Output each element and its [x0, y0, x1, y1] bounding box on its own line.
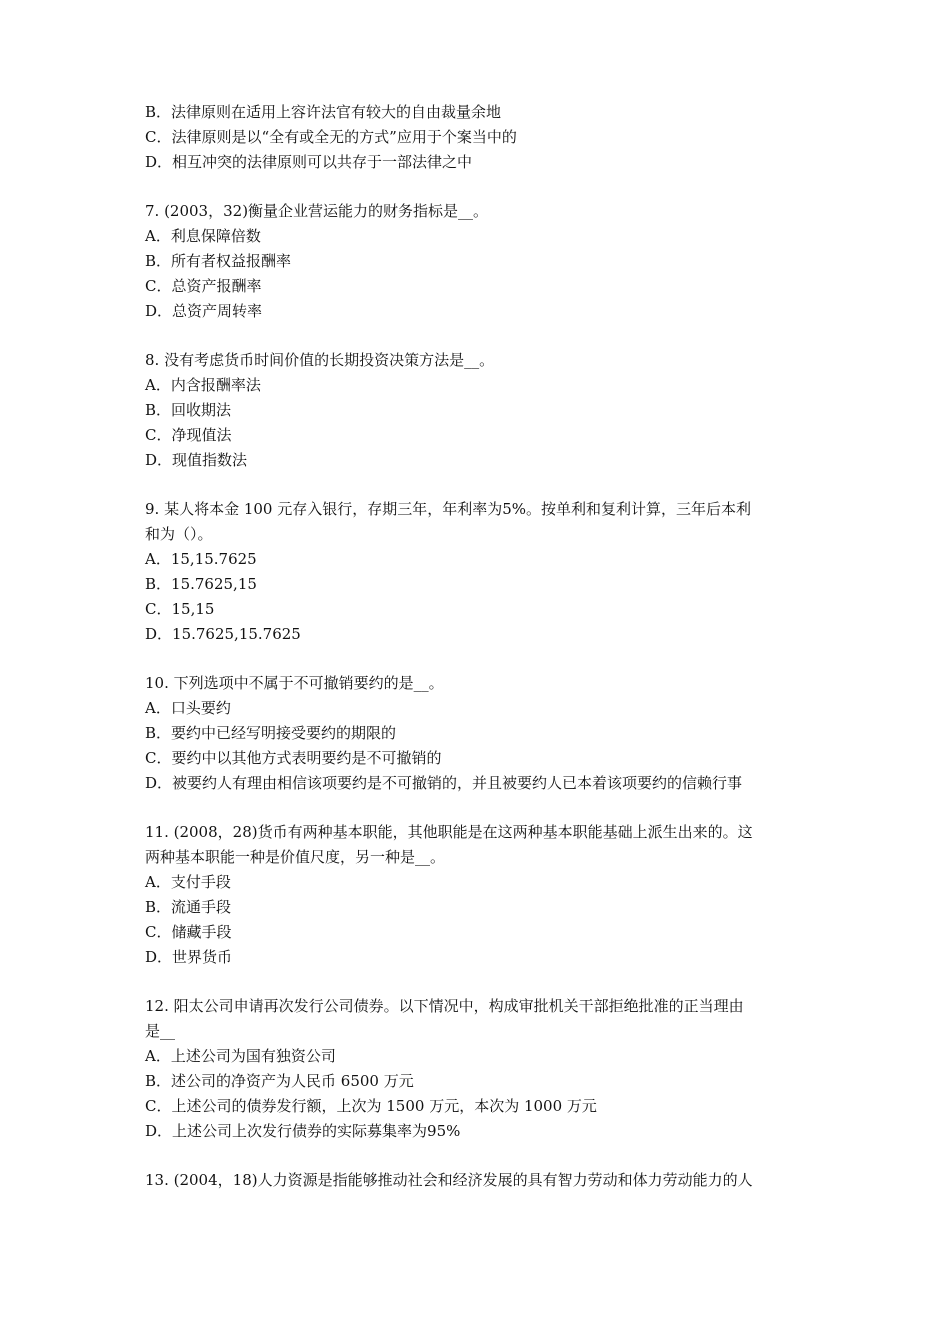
- question-9: [145, 497, 817, 647]
- question-text: 和为（）。: [145, 525, 213, 543]
- option-line: D．上述公司上次发行债券的实际募集率为95%: [145, 1122, 461, 1140]
- option-line: A．利息保障倍数: [145, 227, 261, 245]
- option-line: B．流通手段: [145, 898, 232, 916]
- option-line: D．被要约人有理由相信该项要约是不可撤销的，并且被要约人已本着该项要约的信赖行事: [145, 774, 743, 792]
- option-line: C．净现值法: [145, 426, 232, 444]
- option-line: C．要约中以其他方式表明要约是不可撤销的: [145, 749, 442, 767]
- option-line: B．要约中已经写明接受要约的期限的: [145, 724, 397, 742]
- option-line: C．储藏手段: [145, 923, 232, 941]
- option-line: B．回收期法: [145, 401, 232, 419]
- question-text: 9. 某人将本金 100 元存入银行，存期三年，年利率为5%。按单利和复利计算，三年后本利: [145, 500, 752, 518]
- question-12: [145, 994, 817, 1144]
- option-line: A．上述公司为国有独资公司: [145, 1047, 336, 1065]
- question-6-continuation: [145, 100, 817, 175]
- question-text: 7. (2003，32)衡量企业营运能力的财务指标是__。: [145, 202, 489, 220]
- option-line: C．总资产报酬率: [145, 277, 262, 295]
- question-10: [145, 671, 817, 796]
- option-line: D．15.7625,15.7625: [145, 625, 301, 643]
- option-line: C．上述公司的债券发行额，上次为 1500 万元，本次为 1000 万元: [145, 1097, 597, 1115]
- option-line: D．世界货币: [145, 948, 233, 966]
- option-line: A．内含报酬率法: [145, 376, 261, 394]
- option-line: A．15,15.7625: [145, 550, 257, 568]
- question-11: [145, 820, 817, 970]
- option-line: B．述公司的净资产为人民币 6500 万元: [145, 1072, 414, 1090]
- option-line: C．法律原则是以“全有或全无的方式”应用于个案当中的: [145, 128, 517, 146]
- question-text: 8. 没有考虑货币时间价值的长期投资决策方法是__。: [145, 351, 495, 369]
- option-line: D．总资产周转率: [145, 302, 263, 320]
- question-text: 12. 阳太公司申请再次发行公司债券。以下情况中，构成审批机关干部拒绝批准的正当理由: [145, 997, 744, 1015]
- option-line: B．法律原则在适用上容许法官有较大的自由裁量余地: [145, 103, 502, 121]
- option-line: D．相互冲突的法律原则可以共存于一部法律之中: [145, 153, 473, 171]
- question-13: [145, 1168, 817, 1193]
- option-line: A．口头要约: [145, 699, 231, 717]
- option-line: A．支付手段: [145, 873, 231, 891]
- option-line: B．所有者权益报酬率: [145, 252, 292, 270]
- document-page: [145, 100, 817, 1193]
- option-line: B．15.7625,15: [145, 575, 257, 593]
- question-text: 两种基本职能一种是价值尺度，另一种是__。: [145, 848, 446, 866]
- question-text: 13. (2004，18)人力资源是指能够推动社会和经济发展的具有智力劳动和体力劳动能力的人: [145, 1171, 753, 1189]
- option-line: C．15,15: [145, 600, 215, 618]
- question-text: 是__: [145, 1022, 176, 1040]
- option-line: D．现值指数法: [145, 451, 248, 469]
- question-text: 10. 下列选项中不属于不可撤销要约的是__。: [145, 674, 444, 692]
- question-7: [145, 199, 817, 324]
- question-text: 11. (2008，28)货币有两种基本职能，其他职能是在这两种基本职能基础上派生出来的。这: [145, 823, 753, 841]
- question-8: [145, 348, 817, 473]
